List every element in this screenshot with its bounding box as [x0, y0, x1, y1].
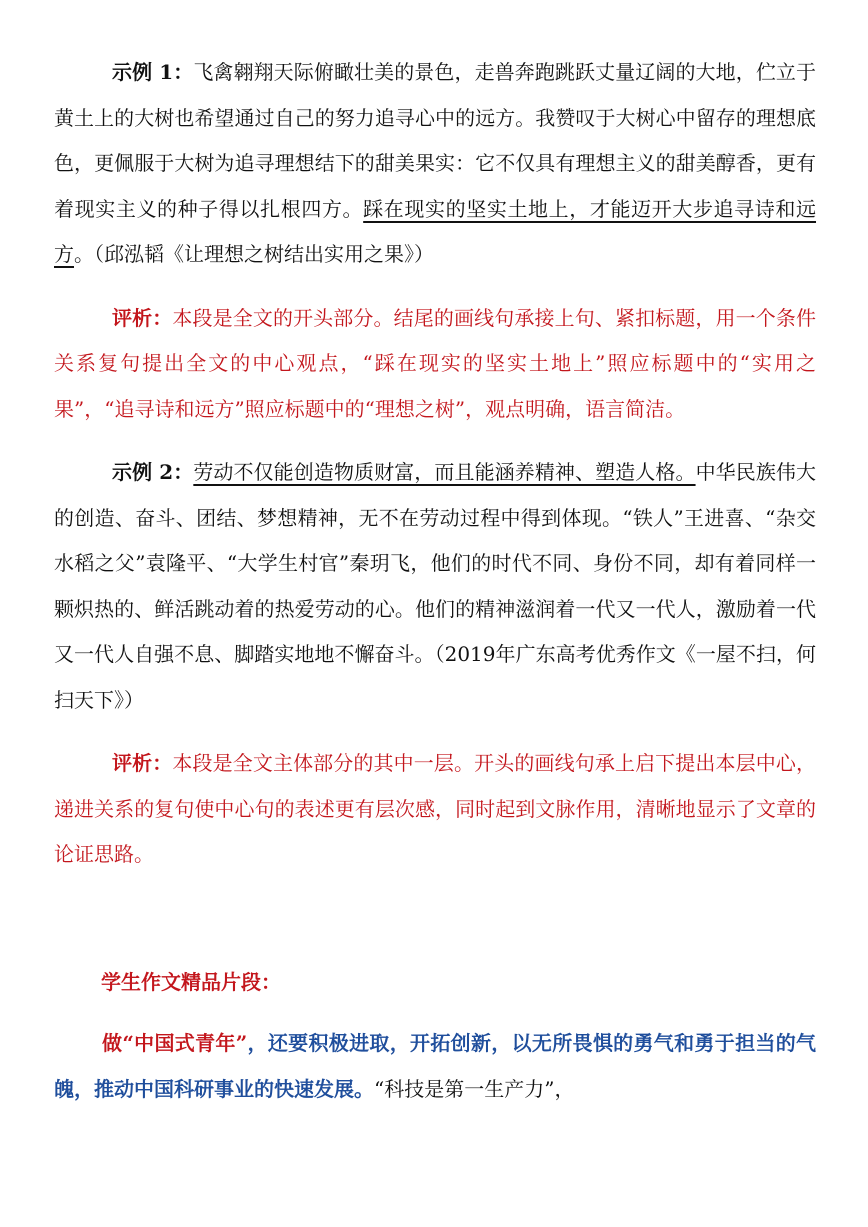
student-section-heading: 学生作文精品片段：: [101, 969, 281, 994]
student-excerpt-paragraph: [54, 1021, 816, 1112]
student-excerpt-lead-red: 做“中国式青年”: [102, 1031, 248, 1055]
example-1-paragraph: [54, 50, 816, 278]
example-1-source: 。（邱泓韬《让理想之树结出实用之果》）: [74, 242, 434, 266]
example-2-label: 示例 2：: [112, 460, 194, 484]
analysis-1-label: 评析：: [112, 305, 173, 330]
analysis-2-label: 评析：: [112, 751, 173, 775]
analysis-2-text: 本段是全文主体部分的其中一层。开头的画线句承上启下提出本层中心，递进关系的复句使中心句的表述更有层次感，同时起到文脉作用，清晰地显示了文章的论证思路。: [54, 751, 817, 866]
student-excerpt-text: “科技是第一生产力”，: [374, 1076, 575, 1101]
analysis-1-paragraph: [54, 296, 816, 433]
example-1-text: 飞禽翱翔天际俯瞰壮美的景色，走兽奔跑跳跃丈量辽阔的大地，伫立于黄土上的大树也希望通过自己的努力追寻心中的远方。我赞叹于大树心中留存的理想底色，更佩服于大树为追寻理想结下的甜美果实：它不仅具有理想主义的甜美醇香，更有着现实主义的种子得以扎根四方。: [54, 60, 816, 221]
analysis-1-text: 本段是全文的开头部分。结尾的画线句承接上句、紧扣标题，用一个条件关系复句提出全文的中心观点，“踩在现实的坚实土地上”照应标题中的“实用之果”，“追寻诗和远方”照应标题中的“理想之树”，观点明确，语言简洁。: [54, 305, 817, 421]
example-1-label: 示例 1：: [112, 60, 194, 84]
student-excerpt-lead-blue: ，还要积极进取，开拓创新，以无所畏惧的勇气和勇于担当的气魄，推动中国科研事业的快速发展。: [54, 1031, 817, 1101]
analysis-2-paragraph: [54, 741, 816, 878]
example-2-paragraph: [54, 450, 816, 723]
example-2-text: 中华民族伟大的创造、奋斗、团结、梦想精神，无不在劳动过程中得到体现。“铁人”王进喜、“杂交水稻之父”袁隆平、“大学生村官”秦玥飞，他们的时代不同、身份不同，却有着同样一颗炽热的、鲜活跳动着的热爱劳动的心。他们的精神滋润着一代又一代人，激励着一代又一代人自强不息、脚踏实地地不懈奋斗。（2019年广东高考优秀作文《一屋不扫，何扫天下》）: [54, 460, 817, 712]
example-2-underlined-sentence: 劳动不仅能创造物质财富，而且能涵养精神、塑造人格。: [193, 460, 696, 484]
example-1-underlined-sentence: 踩在现实的坚实土地上，才能迈开大步追寻诗和远方: [54, 196, 817, 266]
